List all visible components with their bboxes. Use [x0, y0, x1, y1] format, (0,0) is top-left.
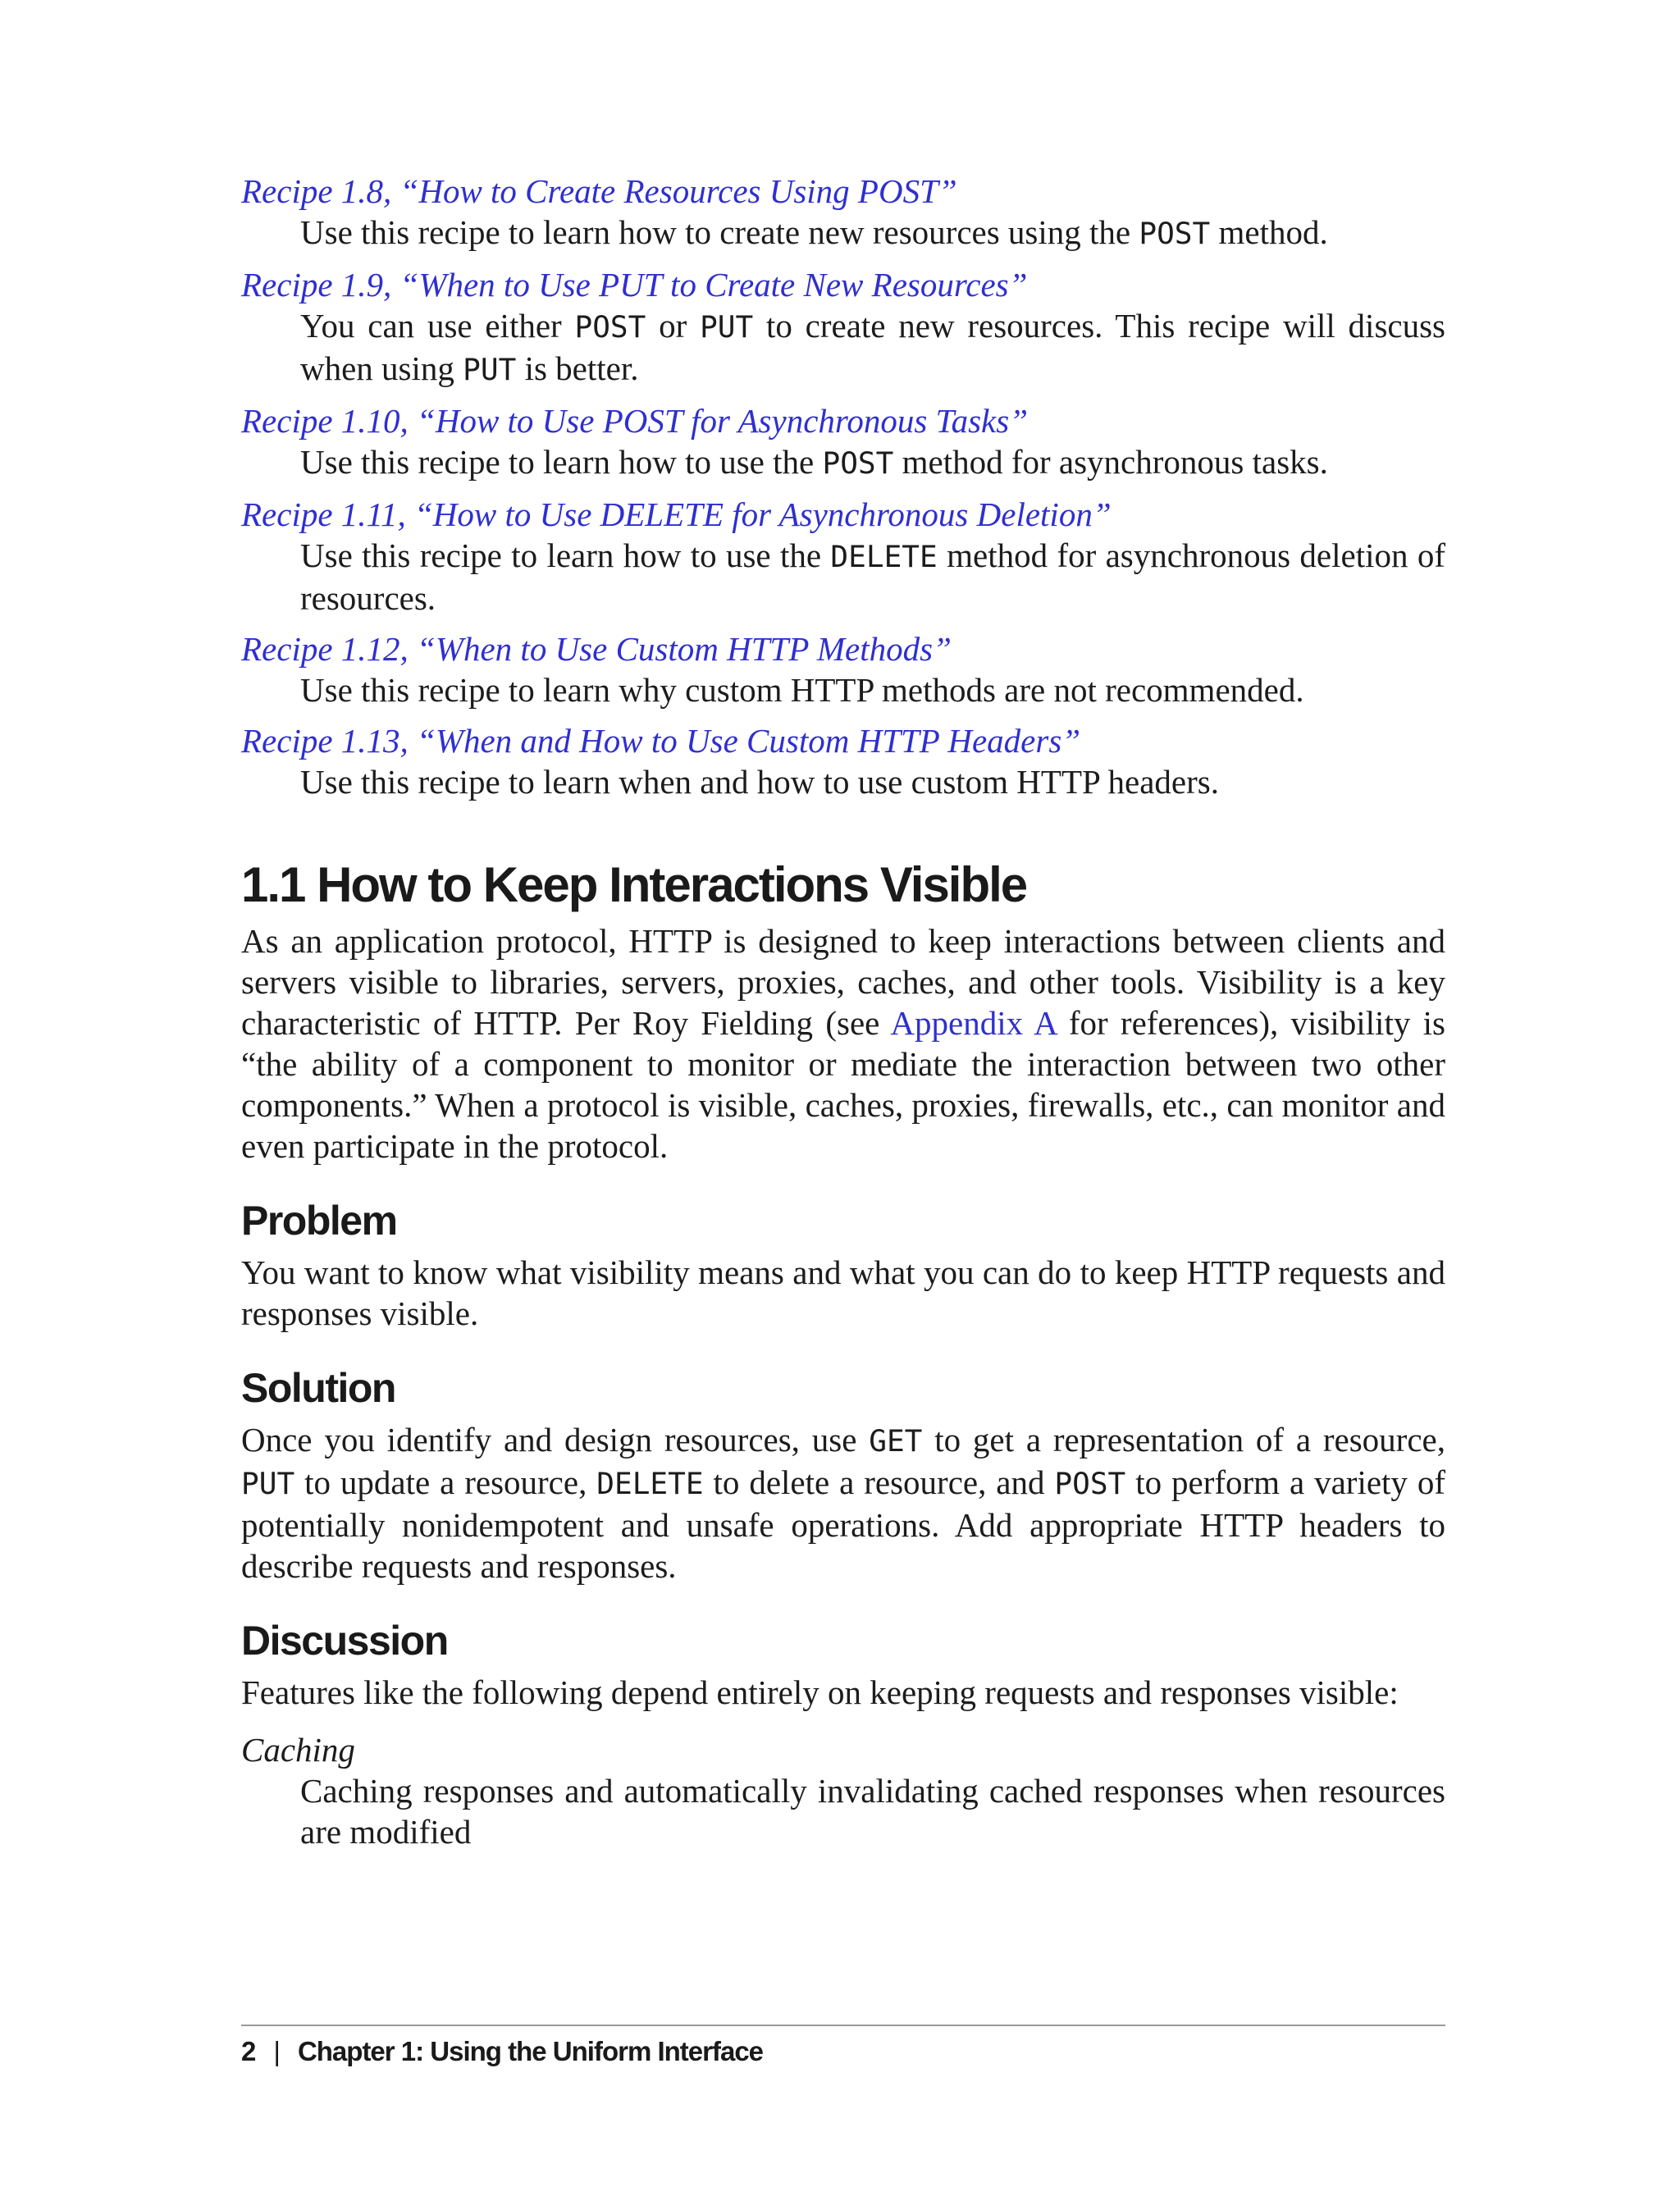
page-number: 2: [241, 2036, 256, 2066]
inline-code: DELETE: [830, 540, 938, 574]
discussion-heading: Discussion: [241, 1618, 448, 1664]
page-footer: [241, 2036, 763, 2067]
recipe-link-1-9[interactable]: Recipe 1.9, “When to Use PUT to Create New Resources”: [241, 266, 1028, 304]
inline-code: PUT: [241, 1467, 295, 1501]
recipe-list: [241, 171, 1445, 802]
problem-text: You want to know what visibility means and what you can do to keep HTTP requests and responses visible.: [241, 1253, 1445, 1332]
inline-code: PUT: [700, 310, 754, 345]
recipe-link-1-10[interactable]: Recipe 1.10, “How to Use POST for Asynchronous Tasks”: [241, 402, 1028, 440]
inline-link[interactable]: Appendix A: [890, 1004, 1057, 1042]
inline-code: POST: [822, 446, 894, 481]
recipe-desc-1-10: Use this recipe to learn how to use the POST method for asynchronous tasks.: [300, 443, 1328, 481]
section-title: 1.1 How to Keep Interactions Visible: [241, 857, 1027, 912]
discussion-text: Features like the following depend entirely on keeping requests and responses visible:: [241, 1673, 1399, 1711]
inline-code: POST: [574, 310, 646, 345]
inline-code: DELETE: [596, 1467, 704, 1501]
problem-heading: Problem: [241, 1198, 397, 1244]
recipe-link-1-8[interactable]: Recipe 1.8, “How to Create Resources Using POST”: [241, 172, 957, 210]
recipe-link-1-12[interactable]: Recipe 1.12, “When to Use Custom HTTP Methods”: [241, 630, 952, 668]
footer-separator: |: [273, 2036, 280, 2066]
inline-code: PUT: [463, 353, 517, 387]
recipe-desc-1-12: Use this recipe to learn why custom HTTP methods are not recommended.: [300, 671, 1304, 709]
solution-text: Once you identify and design resources, use GET to get a representation of a resource, PUT to update a resource, DELETE to delete a resource, and POST to perform a variety of potentially nonidempotent and unsafe operations. Add appropriate HTTP headers to describe requests and responses.: [241, 1421, 1446, 1585]
footer-rule: [241, 2025, 1445, 2026]
recipe-desc-1-13: Use this recipe to learn when and how to use custom HTTP headers.: [300, 763, 1219, 801]
recipe-desc-1-11: Use this recipe to learn how to use the DELETE method for asynchronous deletion of resources.: [300, 536, 1445, 617]
section-intro: As an application protocol, HTTP is designed to keep interactions between clients and servers visible to libraries, servers, proxies, caches, and other tools. Visibility is a key characteristic of HTTP. Per Roy Fielding (see Appendix A for references), visibility is “the ability of a component to monitor or mediate the interaction between two other components.” When a protocol is visible, caches, proxies, firewalls, etc., can monitor and even participate in the protocol.: [241, 922, 1445, 1165]
page-content: [241, 171, 1445, 1852]
recipe-link-1-11[interactable]: Recipe 1.11, “How to Use DELETE for Asynchronous Deletion”: [241, 495, 1112, 533]
recipe-desc-1-9: You can use either POST or PUT to create new resources. This recipe will discuss when using PUT is better.: [300, 307, 1446, 387]
inline-code: POST: [1054, 1467, 1126, 1501]
inline-code: GET: [869, 1424, 923, 1459]
recipe-desc-1-8: Use this recipe to learn how to create new resources using the POST method.: [300, 213, 1328, 251]
recipe-link-1-13[interactable]: Recipe 1.13, “When and How to Use Custom HTTP Headers”: [241, 722, 1081, 760]
caching-term: Caching: [241, 1731, 355, 1769]
solution-heading: Solution: [241, 1365, 395, 1411]
chapter-title: Chapter 1: Using the Uniform Interface: [297, 2036, 764, 2066]
caching-desc: Caching responses and automatically invalidating cached responses when resources are modified: [300, 1772, 1445, 1851]
inline-code: POST: [1139, 217, 1211, 251]
